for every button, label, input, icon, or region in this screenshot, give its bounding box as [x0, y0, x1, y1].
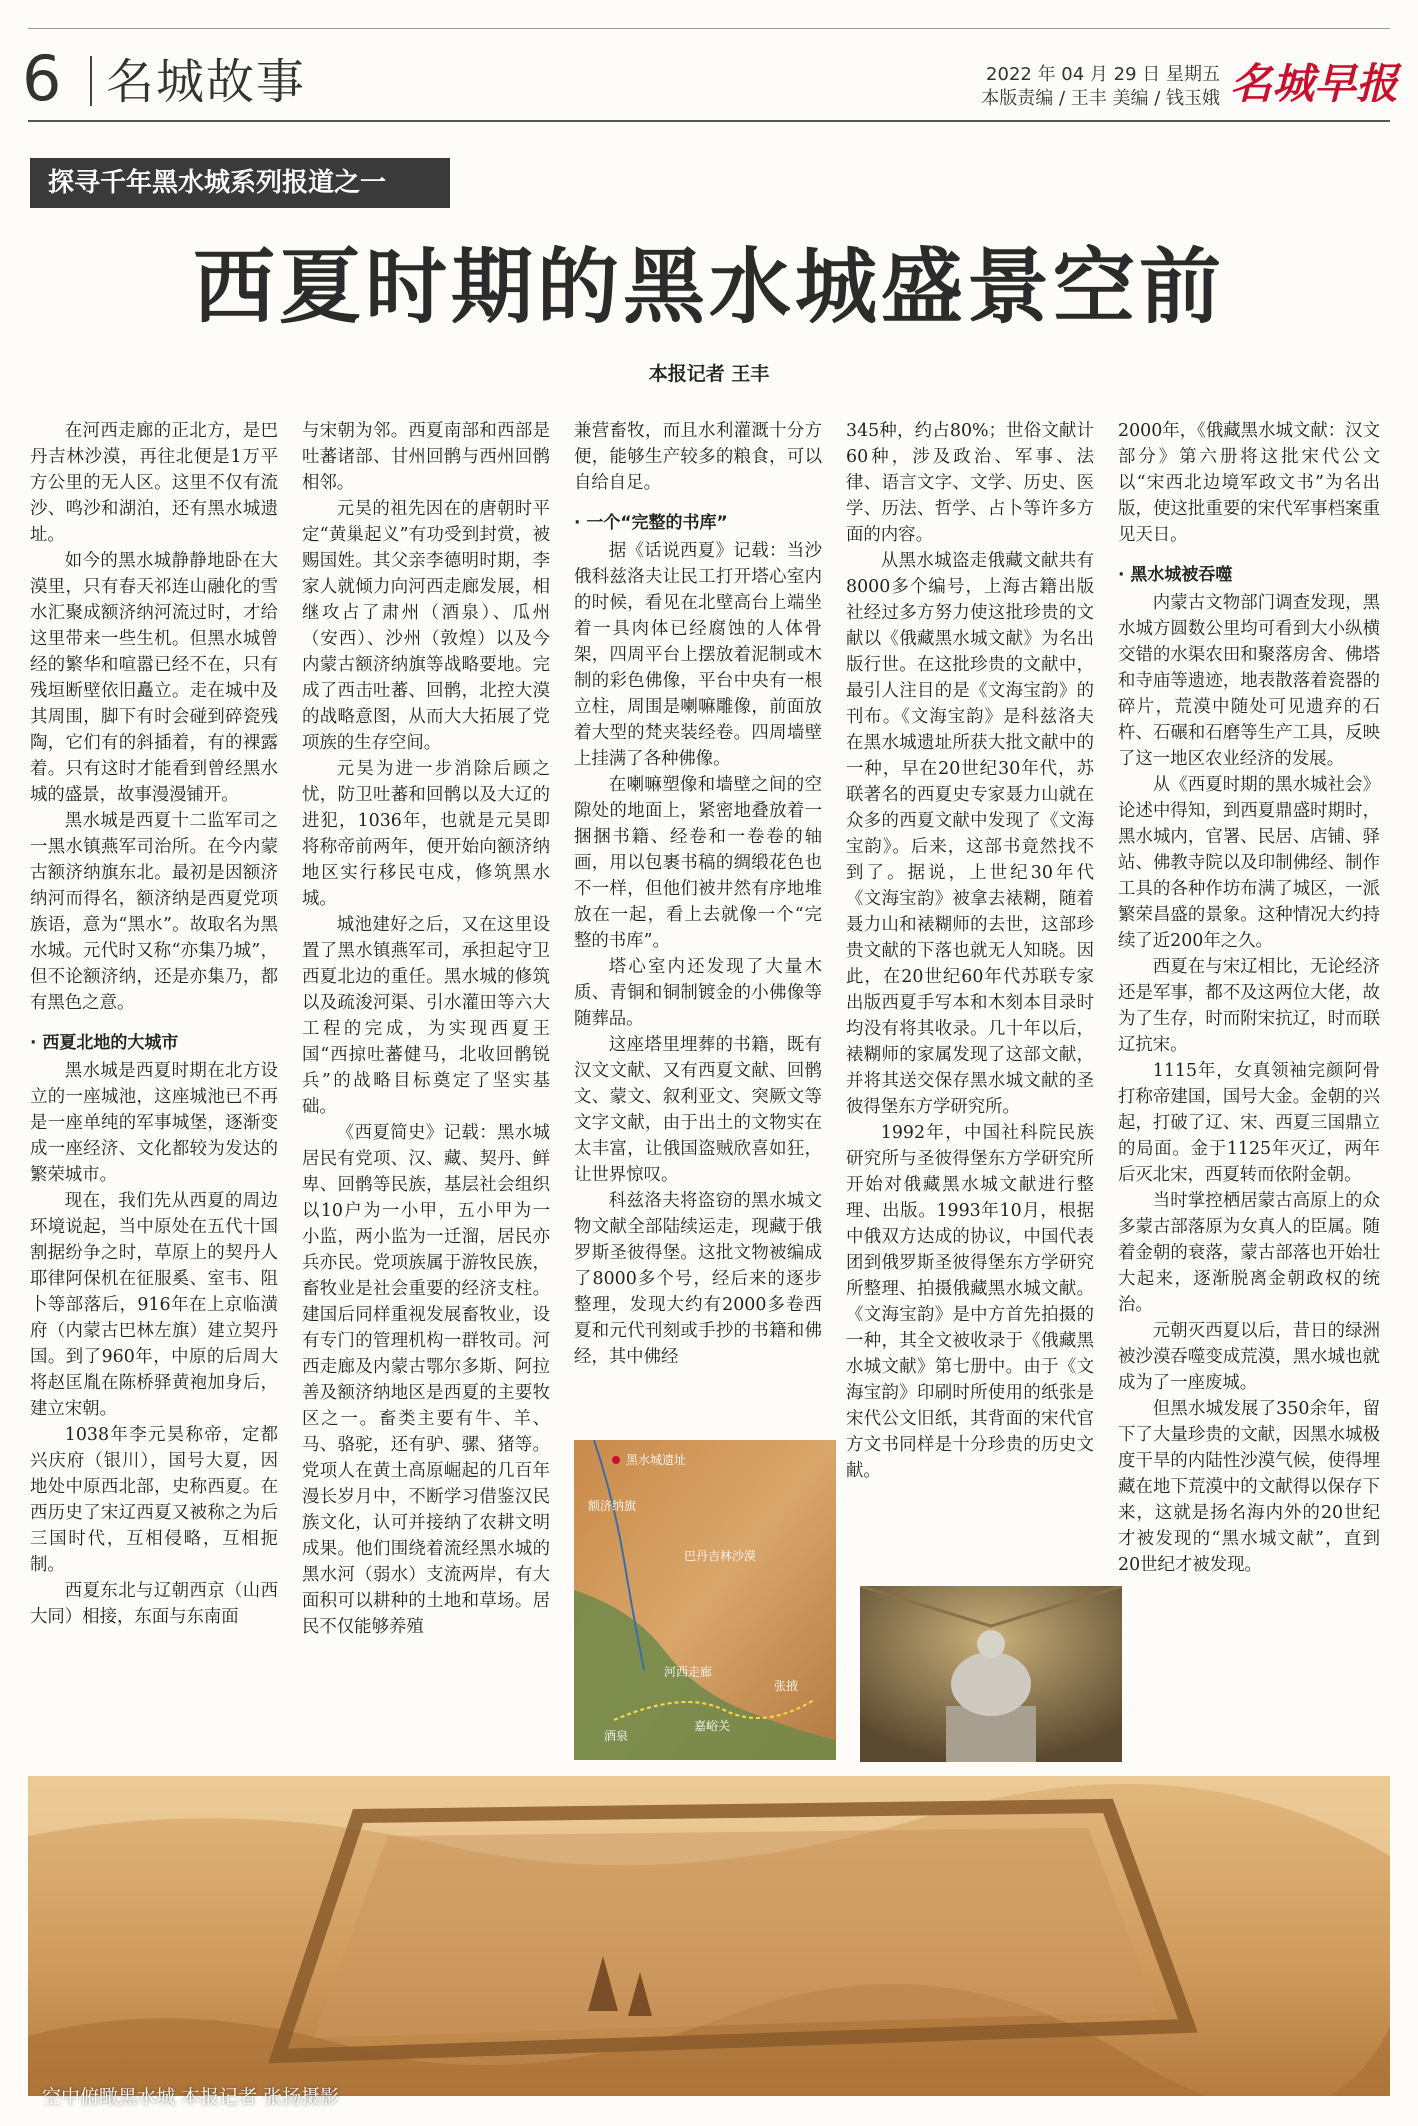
photo-caption: 空中俯瞰黑水城 本报记者 张扬摄影 — [42, 2086, 340, 2108]
statue-body — [951, 1652, 1031, 1716]
paragraph: 元朝灭西夏以后，昔日的绿洲被沙漠吞噬变成荒漠，黑水城也就成为了一座废城。 — [1118, 1321, 1380, 1393]
city-interior — [313, 1828, 1158, 2038]
header-divider — [90, 56, 92, 106]
map-marker-heishuicheng — [612, 1456, 620, 1464]
article-column-4 — [846, 418, 1094, 1484]
paragraph: 1115年，女真领袖完颜阿骨打称帝建国，国号大金。金朝的兴起，打破了辽、宋、西夏三国鼎立的局面。金于1125年灭辽，两年后灭北宋，西夏转而依附金朝。 — [1118, 1061, 1380, 1185]
article-column-5 — [1118, 418, 1380, 1578]
paragraph: 塔心室内还发现了大量木质、青铜和铜制镀金的小佛像等随葬品。 — [574, 957, 822, 1029]
aerial-photo — [28, 1776, 1390, 2096]
map-label: 额济纳旗 — [588, 1499, 637, 1513]
page-number: 6 — [22, 42, 62, 115]
article-column-2 — [302, 418, 550, 1640]
editor-credits: 本版责编 / 王丰 美编 / 钱玉娥 — [981, 88, 1220, 109]
map-label: 河西走廊 — [664, 1665, 713, 1679]
issue-date: 2022 年 04 月 29 日 星期五 — [986, 64, 1220, 85]
paragraph: 345种，约占80%；世俗文献计60种，涉及政治、军事、法律、语言文字、文学、历史、医学、历法、哲学、占卜等许多方面的内容。 — [846, 421, 1094, 545]
paragraph: 这座塔里埋葬的书籍，既有汉文文献、又有西夏文献、回鹘文、蒙文、叙利亚文、突厥文等文字文献，由于出土的文物实在太丰富，让俄国盗贼欣喜如狂，让世界惊叹。 — [574, 1035, 822, 1185]
statue-photo-graphic — [860, 1586, 1122, 1762]
paragraph: 黑水城是西夏时期在北方设立的一座城池，这座城池已不再是一座单纯的军事城堡，逐渐变成一座经济、文化都较为发达的繁荣城市。 — [30, 1061, 278, 1185]
paragraph: 元昊为进一步消除后顾之忧，防卫吐蕃和回鹘以及大辽的进犯，1036年，也就是元昊即将称帝前两年，便开始向额济纳地区实行移民屯戍，修筑黑水城。 — [302, 759, 550, 909]
map-label: 嘉峪关 — [694, 1719, 731, 1733]
paragraph: 从《西夏时期的黑水城社会》论述中得知，到西夏鼎盛时期时，黑水城内，官署、民居、店铺、驿站、佛教寺院以及印制佛经、制作工具的各种作坊布满了城区，一派繁荣昌盛的景象。这种情况大约持续了近200年之久。 — [1118, 775, 1380, 951]
subheading: · 黑水城被吞噬 — [1118, 565, 1233, 585]
paragraph: 与宋朝为邻。西夏南部和西部是吐蕃诸部、甘州回鹘与西州回鹘相邻。 — [302, 421, 550, 493]
map-label: 酒泉 — [604, 1729, 629, 1743]
paragraph: 当时掌控栖居蒙古高原上的众多蒙古部落原为女真人的臣属。随着金朝的衰落，蒙古部落也开始壮大起来，逐渐脱离金朝政权的统治。 — [1118, 1191, 1380, 1315]
paragraph: 在河西走廊的正北方，是巴丹吉林沙漠，再往北便是1万平方公里的无人区。这里不仅有流沙、鸣沙和湖泊，还有黑水城遗址。 — [30, 421, 278, 545]
statue-photo — [860, 1586, 1122, 1762]
paragraph: 《西夏简史》记载：黑水城居民有党项、汉、藏、契丹、鲜卑、回鹘等民族，基层社会组织以10户为一小甲，五小甲为一小监，两小监为一迁溜，居民亦兵亦民。党项族属于游牧民族，畜牧业是社会重要的经济支柱。建国后同样重视发展畜牧业，设有专门的管理机构一群牧司。河西走廊及内蒙古鄂尔多斯、阿拉善及额济纳地区是西夏的主要牧区之一。畜类主要有牛、羊、马、骆驼，还有驴、骡、猪等。党项人在黄土高原崛起的几百年漫长岁月中，不断学习借鉴汉民族文化，认可并接纳了农耕文明成果。他们围绕着流经黑水城的黑水河（弱水）支流两岸，有大面积可以耕种的土地和草场。居民不仅能够养殖 — [302, 1123, 550, 1637]
article-headline: 西夏时期的黑水城盛景空前 — [192, 240, 1225, 335]
map-label: 巴丹吉林沙漠 — [684, 1549, 757, 1563]
paragraph: 科兹洛夫将盗窃的黑水城文物文献全部陆续运走，现藏于俄罗斯圣彼得堡。这批文物被编成了8000多个号，经后来的逐步整理，发现大约有2000多卷西夏和元代刊刻或手抄的书籍和佛经，其中佛经 — [574, 1191, 822, 1367]
paragraph: 现在，我们先从西夏的周边环境说起，当中原处在五代十国割据纷争之时，草原上的契丹人耶律阿保机在征服奚、室韦、阻卜等部落后，916年在上京临潢府（内蒙古巴林左旗）建立契丹国。到了960年，中原的后周大将赵匡胤在陈桥驿黄袍加身后，建立宋朝。 — [30, 1191, 278, 1419]
map-label: 张掖 — [774, 1679, 799, 1693]
statue-head — [977, 1630, 1005, 1658]
header-top-rule — [28, 28, 1390, 29]
paragraph: 如今的黑水城静静地卧在大漠里，只有春天祁连山融化的雪水汇聚成额济纳河流过时，才给这里带来一些生机。但黑水城曾经的繁华和喧嚣已经不在，只有残垣断壁依旧矗立。走在城中及其周围，脚下有时会碰到碎瓷残陶，它们有的斜插着，有的裸露着。只有这时才能看到曾经黑水城的盛景，故事漫漫铺开。 — [30, 551, 278, 805]
header-bottom-rule — [28, 120, 1390, 122]
paragraph: 2000年，《俄藏黑水城文献：汉文部分》第六册将这批宋代公文以“宋西北边境军政文书”为名出版，使这批重要的宋代军事档案重见天日。 — [1118, 421, 1380, 545]
series-banner: 探寻千年黑水城系列报道之一 — [30, 158, 450, 208]
region-map-graphic — [574, 1440, 836, 1760]
paragraph: 但黑水城发展了350余年，留下了大量珍贵的文献，因黑水城极度干旱的内陆性沙漠气候，使得埋藏在地下荒漠中的文献得以保存下来，这就是扬名海内外的20世纪才被发现的“黑水城文献”，直到20世纪才被发现。 — [1118, 1399, 1380, 1575]
subheading: · 西夏北地的大城市 — [30, 1033, 179, 1053]
subheading: · 一个“完整的书库” — [574, 513, 728, 533]
region-map-image — [574, 1440, 836, 1760]
paragraph: 据《话说西夏》记载：当沙俄科兹洛夫让民工打开塔心室内的时候，看见在北壁高台上端坐着一具肉体已经腐蚀的人体骨架，四周平台上摆放着泥制或木制的彩色佛像，平台中央有一根立柱，周围是喇嘛雕像，前面放着大型的梵夹装经卷。四周墙壁上挂满了各种佛像。 — [574, 541, 822, 769]
paragraph: 在喇嘛塑像和墙壁之间的空隙处的地面上，紧密地叠放着一捆捆书籍、经卷和一卷卷的轴画，用以包裹书稿的绸缎花色也不一样，但他们被井然有序地堆放在一起，看上去就像一个“完整的书库”。 — [574, 775, 822, 951]
paragraph: 从黑水城盗走俄藏文献共有8000多个编号，上海古籍出版社经过多方努力使这批珍贵的文献以《俄藏黑水城文献》为名出版行世。在这批珍贵的文献中，最引人注目的是《文海宝韵》的刊布。《文海宝韵》是科兹洛夫在黑水城遗址所获大批文献中的一种，早在20世纪30年代，苏联著名的西夏史专家聂力山就在众多的西夏文献中发现了《文海宝韵》。后来，这部书竟然找不到了。据说，上世纪30年代《文海宝韵》被拿去裱糊，随着聂力山和裱糊师的去世，这部珍贵文献的下落也就无人知晓。因此，在20世纪60年代苏联专家出版西夏手写本和木刻本目录时均没有将其收录。几十年以后，裱糊师的家属发现了这部文献，并将其送交保存黑水城文献的圣彼得堡东方学研究所。 — [846, 551, 1094, 1117]
paragraph: 内蒙古文物部门调查发现，黑水城方圆数公里均可看到大小纵横交错的水渠农田和聚落房舍、佛塔和寺庙等遗迹，地表散落着瓷器的碎片，荒漠中随处可见遗弃的石杵、石碾和石磨等生产工具，反映了这一地区农业经济的发展。 — [1118, 593, 1380, 769]
article-column-3 — [574, 418, 822, 1370]
paragraph: 1992年，中国社科院民族研究所与圣彼得堡东方学研究所开始对俄藏黑水城文献进行整理、出版。1993年10月，根据中俄双方达成的协议，中国代表团到俄罗斯圣彼得堡东方学研究所整理、拍摄俄藏黑水城文献。《文海宝韵》是中方首先拍摄的一种，其全文被收录于《俄藏黑水城文献》第七册中。由于《文海宝韵》印刷时所使用的纸张是宋代公文旧纸，其背面的宋代官方文书同样是十分珍贵的历史文献。 — [846, 1123, 1094, 1481]
paragraph: 西夏东北与辽朝西京（山西大同）相接，东面与东南面 — [30, 1581, 278, 1627]
paragraph: 黑水城是西夏十二监军司之一黑水镇燕军司治所。在今内蒙古额济纳旗东北。最初是因额济纳河而得名，额济纳是西夏党项族语，意为“黑水”。故取名为黑水城。元代时又称“亦集乃城”，但不论额济纳，还是亦集乃，都有黑色之意。 — [30, 811, 278, 1013]
paragraph: 西夏在与宋辽相比，无论经济还是军事，都不及这两位大佬，故为了生存，时而附宋抗辽，时而联辽抗宋。 — [1118, 957, 1380, 1055]
paragraph: 1038年李元昊称帝，定都兴庆府（银川），国号大夏，因地处中原西北部，史称西夏。在西历史了宋辽西夏又被称之为后三国时代，互相侵略，互相扼制。 — [30, 1425, 278, 1575]
aerial-photo-graphic — [28, 1776, 1390, 2096]
paragraph: 城池建好之后，又在这里设置了黑水镇燕军司，承担起守卫西夏北边的重任。黑水城的修筑以及疏浚河渠、引水灌田等六大工程的完成，为实现西夏王国“西掠吐蕃健马，北收回鹘锐兵”的战略目标奠定了坚实基础。 — [302, 915, 550, 1117]
paragraph: 元昊的祖先因在的唐朝时平定“黄巢起义”有功受到封赏，被赐国姓。其父亲李德明时期，李家人就倾力向河西走廊发展，相继攻占了肃州（酒泉）、瓜州（安西）、沙州（敦煌）以及今内蒙古额济纳旗等战略要地。完成了西击吐蕃、回鹘，北控大漠的战略意图，从而大大拓展了党项族的生存空间。 — [302, 499, 550, 753]
article-column-1 — [30, 418, 278, 1630]
section-title: 名城故事 — [106, 54, 307, 110]
newspaper-masthead-logo: 名城早报 — [1230, 59, 1399, 108]
map-label: 黑水城遗址 — [626, 1453, 687, 1467]
article-byline: 本报记者 王丰 — [648, 363, 770, 385]
paragraph: 兼营畜牧，而且水利灌溉十分方便，能够生产较多的粮食，可以自给自足。 — [574, 421, 822, 493]
